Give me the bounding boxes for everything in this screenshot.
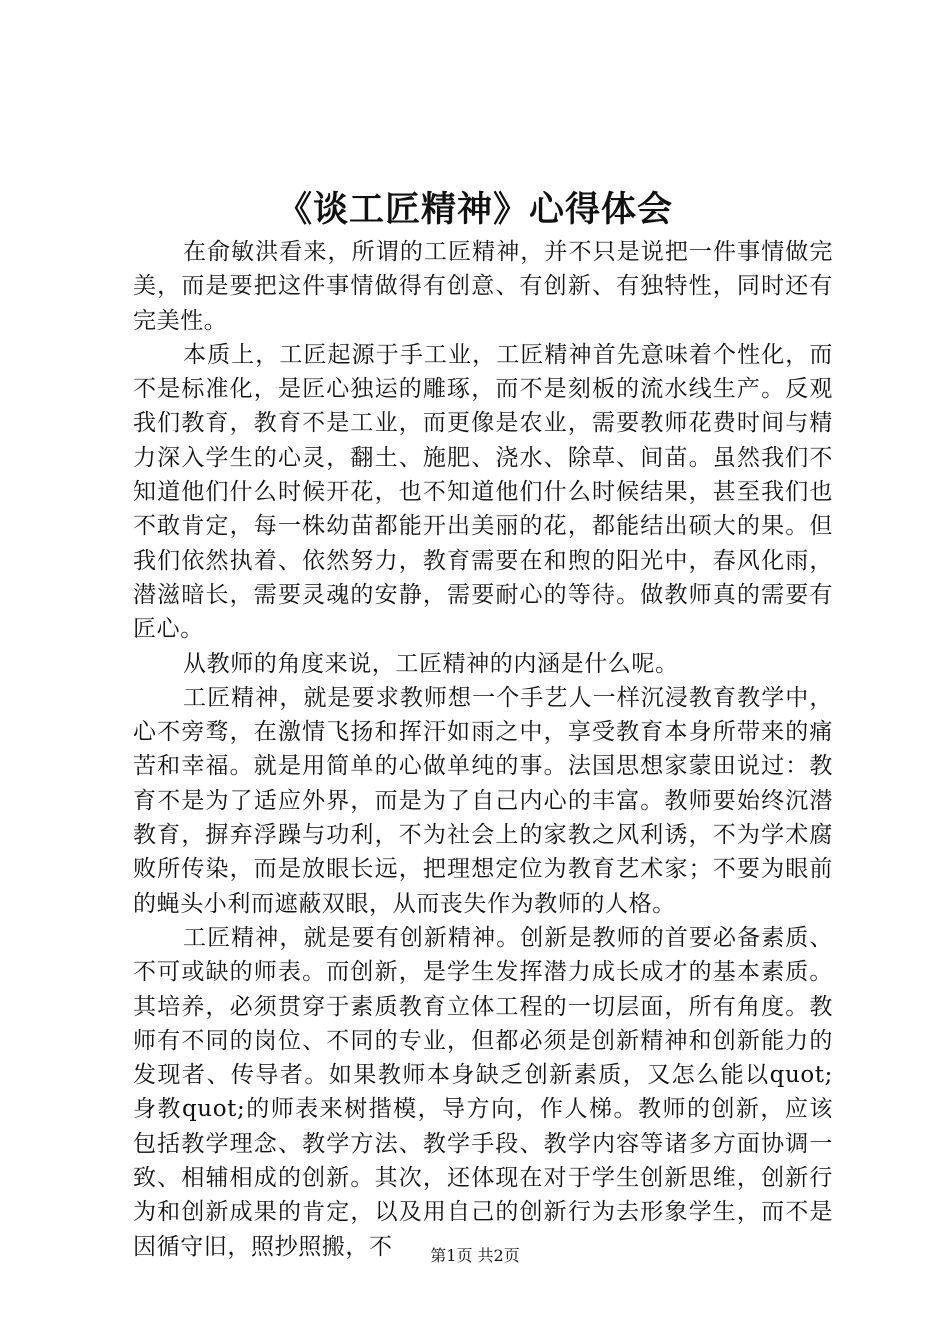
paragraph: 工匠精神，就是要有创新精神。创新是教师的首要必备素质、不可或缺的师表。而创新，是学生发挥潜力成长成才的基本素质。其培养，必须贯穿于素质教育立体工程的一切层面，所有角度。教师有不同的岗位、不同的专业，但都必须是创新精神和创新能力的发现者、传导者。如果教师本身缺乏创新素质，又怎么能以quot;身教quot;的师表来树揩模，导方向，作人梯。教师的创新，应该包括教学理念、教学方法、教学手段、教学内容等诸多方面协调一致、相辅相成的创新。其次，还体现在对于学生创新思维，创新行为和创新成果的肯定，以及用自己的创新行为去形象学生，而不是因循守旧，照抄照搬，不 bbox=[133, 924, 833, 1260]
paragraph: 在俞敏洪看来，所谓的工匠精神，并不只是说把一件事情做完美，而是要把这件事情做得有创意、有创新、有独特性，同时还有完美性。 bbox=[133, 239, 833, 334]
page-number-footer: 第1页 共2页 bbox=[430, 1246, 520, 1265]
document-body bbox=[133, 235, 833, 1264]
paragraph: 本质上，工匠起源于手工业，工匠精神首先意味着个性化，而不是标准化，是匠心独运的雕琢，而不是刻板的流水线生产。反观我们教育，教育不是工业，而更像是农业，需要教师花费时间与精力深入学生的心灵，翻土、施肥、浇水、除草、间苗。虽然我们不知道他们什么时候开花，也不知道他们什么时候结果，甚至我们也不敢肯定，每一株幼苗都能开出美丽的花，都能结出硕大的果。但我们依然执着、依然努力，教育需要在和煦的阳光中，春风化雨，潜滋暗长，需要灵魂的安静，需要耐心的等待。做教师真的需要有匠心。 bbox=[133, 341, 833, 643]
document-title: 《谈工匠精神》心得体会 bbox=[276, 190, 673, 230]
paragraph: 从教师的角度来说，工匠精神的内涵是什么呢。 bbox=[183, 650, 679, 677]
paragraph: 工匠精神，就是要求教师想一个手艺人一样沉浸教育教学中，心不旁骛，在激情飞扬和挥汗如雨之中，享受教育本身所带来的痛苦和幸福。就是用简单的心做单纯的事。法国思想家蒙田说过：教育不是为了适应外界，而是为了自己内心的丰富。教师要始终沉潜教育，摒弃浮躁与功利，不为社会上的家教之风利诱，不为学术腐败所传染，而是放眼长远，把理想定位为教育艺术家；不要为眼前的蝇头小利而遮蔽双眼，从而丧失作为教师的人格。 bbox=[133, 684, 833, 917]
